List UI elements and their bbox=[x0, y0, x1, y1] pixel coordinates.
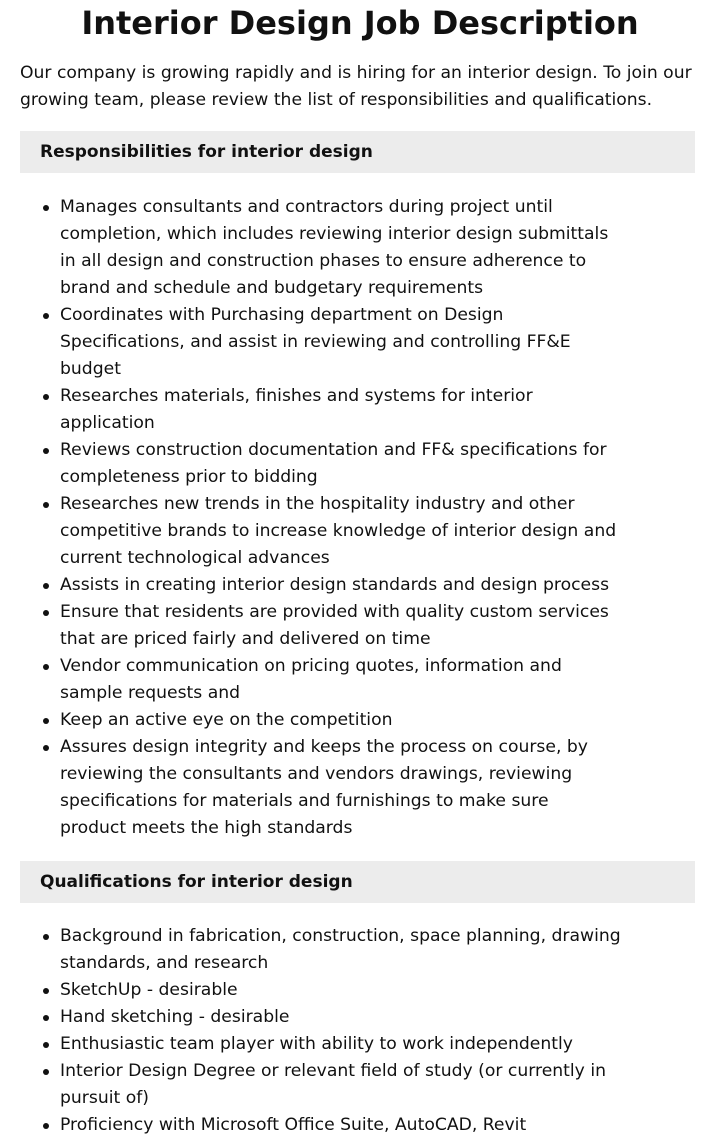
bullet-icon bbox=[43, 1069, 49, 1075]
bullet-icon bbox=[43, 664, 49, 670]
bullet-icon bbox=[43, 313, 49, 319]
list-item-text: Assists in creating interior design standards and design process bbox=[60, 575, 610, 595]
bullet-icon bbox=[43, 394, 49, 400]
bullet-icon bbox=[43, 1042, 49, 1048]
list-item bbox=[60, 491, 620, 572]
list-item bbox=[60, 977, 670, 1004]
qualifications-list bbox=[0, 923, 690, 1139]
bullet-icon bbox=[43, 718, 49, 724]
list-item bbox=[60, 437, 620, 491]
bullet-icon bbox=[43, 448, 49, 454]
list-item bbox=[60, 1112, 670, 1139]
page-title: Interior Design Job Description bbox=[81, 4, 639, 42]
list-item-text: Background in fabrication, construction, space planning, drawing standards, and research bbox=[60, 926, 621, 973]
list-item-text: Proficiency with Microsoft Office Suite, AutoCAD, Revit bbox=[60, 1115, 527, 1135]
list-item-text: Keep an active eye on the competition bbox=[60, 710, 393, 730]
list-item-text: Researches new trends in the hospitality industry and other competitive brands to increase knowledge of interior design and current technological advances bbox=[60, 494, 617, 568]
list-item bbox=[60, 1058, 670, 1112]
bullet-icon bbox=[43, 205, 49, 211]
list-item bbox=[60, 707, 620, 734]
bullet-icon bbox=[43, 502, 49, 508]
list-item-text: Assures design integrity and keeps the process on course, by reviewing the consultants and vendors drawings, reviewing specifications for materials and furnishings to make sure product meets the high standards bbox=[60, 737, 588, 838]
responsibilities-header: Responsibilities for interior design bbox=[20, 131, 695, 173]
list-item bbox=[60, 1004, 670, 1031]
responsibilities-list bbox=[0, 194, 640, 842]
bullet-icon bbox=[43, 583, 49, 589]
list-item-text: SketchUp - desirable bbox=[60, 980, 238, 1000]
list-item-text: Vendor communication on pricing quotes, information and sample requests and bbox=[60, 656, 562, 703]
list-item bbox=[60, 653, 620, 707]
list-item-text: Reviews construction documentation and FF& specifications for completeness prior to bidding bbox=[60, 440, 607, 487]
list-item bbox=[60, 194, 620, 302]
bullet-icon bbox=[43, 988, 49, 994]
bullet-icon bbox=[43, 1015, 49, 1021]
bullet-icon bbox=[43, 610, 49, 616]
bullet-icon bbox=[43, 934, 49, 940]
list-item bbox=[60, 383, 620, 437]
qualifications-header: Qualifications for interior design bbox=[20, 861, 695, 903]
bullet-icon bbox=[43, 1123, 49, 1129]
list-item bbox=[60, 572, 620, 599]
list-item-text: Enthusiastic team player with ability to work independently bbox=[60, 1034, 573, 1054]
bullet-icon bbox=[43, 745, 49, 751]
list-item-text: Coordinates with Purchasing department on Design Specifications, and assist in reviewing and controlling FF&E budget bbox=[60, 305, 571, 379]
list-item-text: Researches materials, finishes and systems for interior application bbox=[60, 386, 533, 433]
list-item-text: Interior Design Degree or relevant field of study (or currently in pursuit of) bbox=[60, 1061, 606, 1108]
list-item-text: Hand sketching - desirable bbox=[60, 1007, 290, 1027]
list-item-text: Manages consultants and contractors during project until completion, which includes reviewing interior design submittals in all design and construction phases to ensure adherence to brand and schedule and budgetary requirements bbox=[60, 197, 609, 298]
list-item bbox=[60, 599, 620, 653]
list-item bbox=[60, 923, 670, 977]
list-item bbox=[60, 302, 620, 383]
list-item bbox=[60, 734, 620, 842]
intro-paragraph: Our company is growing rapidly and is hiring for an interior design. To join our growing team, please review the list of responsibilities and qualifications. bbox=[20, 63, 692, 110]
list-item bbox=[60, 1031, 670, 1058]
list-item-text: Ensure that residents are provided with quality custom services that are priced fairly and delivered on time bbox=[60, 602, 609, 649]
